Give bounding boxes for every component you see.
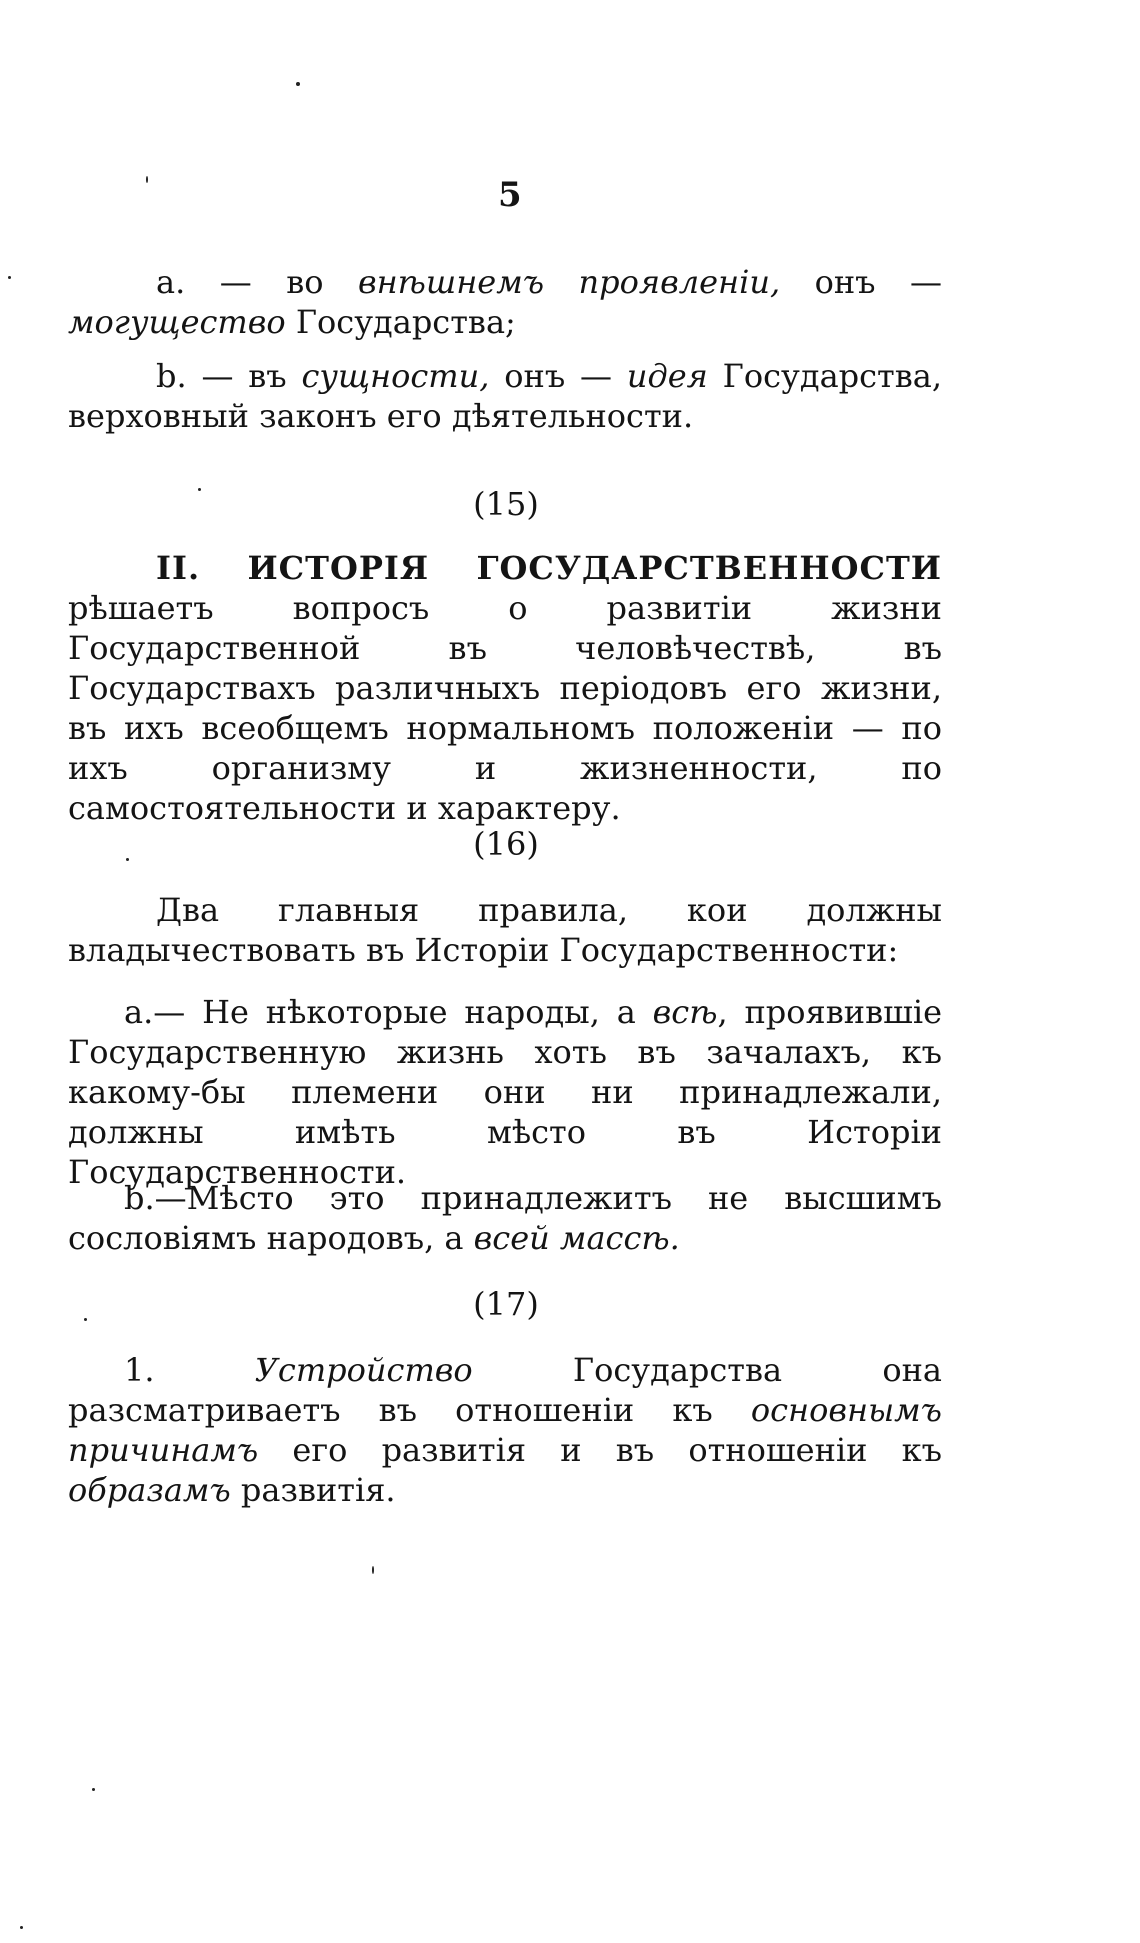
para-17-middle1: Государства она разсматриваетъ въ отношеніи къ <box>68 1351 942 1429</box>
scan-speck <box>92 1788 95 1791</box>
scan-speck <box>198 488 201 491</box>
scan-speck <box>84 1318 87 1321</box>
paragraph-16: Два главныя правила, кои должны владычествовать въ Исторіи Государственности: <box>68 891 942 969</box>
scan-speck <box>296 82 300 86</box>
para-17-italic-structure: Устройство <box>254 1351 473 1389</box>
para-17-italic-forms: образамъ <box>68 1471 231 1509</box>
para-16a-prefix: a.— Не нѣкоторые народы, а <box>124 993 653 1031</box>
para-a1-italic-external: внѣшнемъ проявленіи, <box>357 263 781 301</box>
para-15-body: рѣшаетъ вопросъ о развитіи жизни Государственной въ человѣчествѣ, въ Государствахъ различныхъ періодовъ его жизни, въ ихъ всеобщемъ нормальномъ положеніи — по ихъ организму и жизненности, по самостоятельности и характеру. <box>68 589 942 827</box>
para-17-italic-causes: основнымъ причинамъ <box>68 1391 942 1469</box>
para-b1-italic-idea: идея <box>626 357 708 395</box>
para-17-middle2: его развитія и въ отношеніи къ <box>258 1431 942 1469</box>
section-number-15: (15) <box>473 485 539 523</box>
paragraph-a-external <box>68 262 942 342</box>
para-17-prefix: 1. <box>124 1351 255 1389</box>
page-number: 5 <box>498 175 522 215</box>
para-b1-italic-essence: сущности, <box>301 357 490 395</box>
para-a1-suffix: Государства; <box>285 303 516 341</box>
paragraph-16b <box>68 1178 942 1258</box>
scan-speck <box>20 1926 23 1929</box>
para-a1-prefix: a. — во <box>156 263 358 301</box>
para-b1-prefix: b. — въ <box>156 357 302 395</box>
section-number-17: (17) <box>473 1285 539 1323</box>
para-16a-suffix: , проявившіе Государственную жизнь хоть въ зачалахъ, къ какому-бы племени они ни принадлежали, должны имѣть мѣсто въ Исторіи Государственности. <box>68 993 943 1191</box>
scan-speck <box>372 1566 374 1574</box>
paragraph-17 <box>68 1350 942 1510</box>
scan-speck <box>126 858 129 861</box>
para-16a-italic: всѣ <box>652 993 718 1031</box>
para-b1-middle: онъ — <box>489 357 627 395</box>
para-a1-middle: онъ — <box>780 263 942 301</box>
section-heading: II. ИСТОРІЯ ГОСУДАРСТВЕННОСТИ <box>156 549 942 587</box>
scan-speck <box>146 176 148 183</box>
paragraph-16a <box>68 992 942 1192</box>
scan-speck <box>8 276 11 279</box>
para-a1-italic-power: могущество <box>68 303 286 341</box>
para-16b-prefix: b.—Мѣсто это принадлежитъ не высшимъ сословіямъ народовъ, а <box>68 1179 942 1257</box>
para-17-suffix: развитія. <box>230 1471 396 1509</box>
para-b1-suffix: Государства, верховный законъ его дѣятельности. <box>68 357 943 435</box>
para-16b-italic: всей массѣ. <box>473 1219 680 1257</box>
section-number-16: (16) <box>473 825 539 863</box>
paragraph-b-essence <box>68 356 942 436</box>
paragraph-15 <box>68 548 942 828</box>
